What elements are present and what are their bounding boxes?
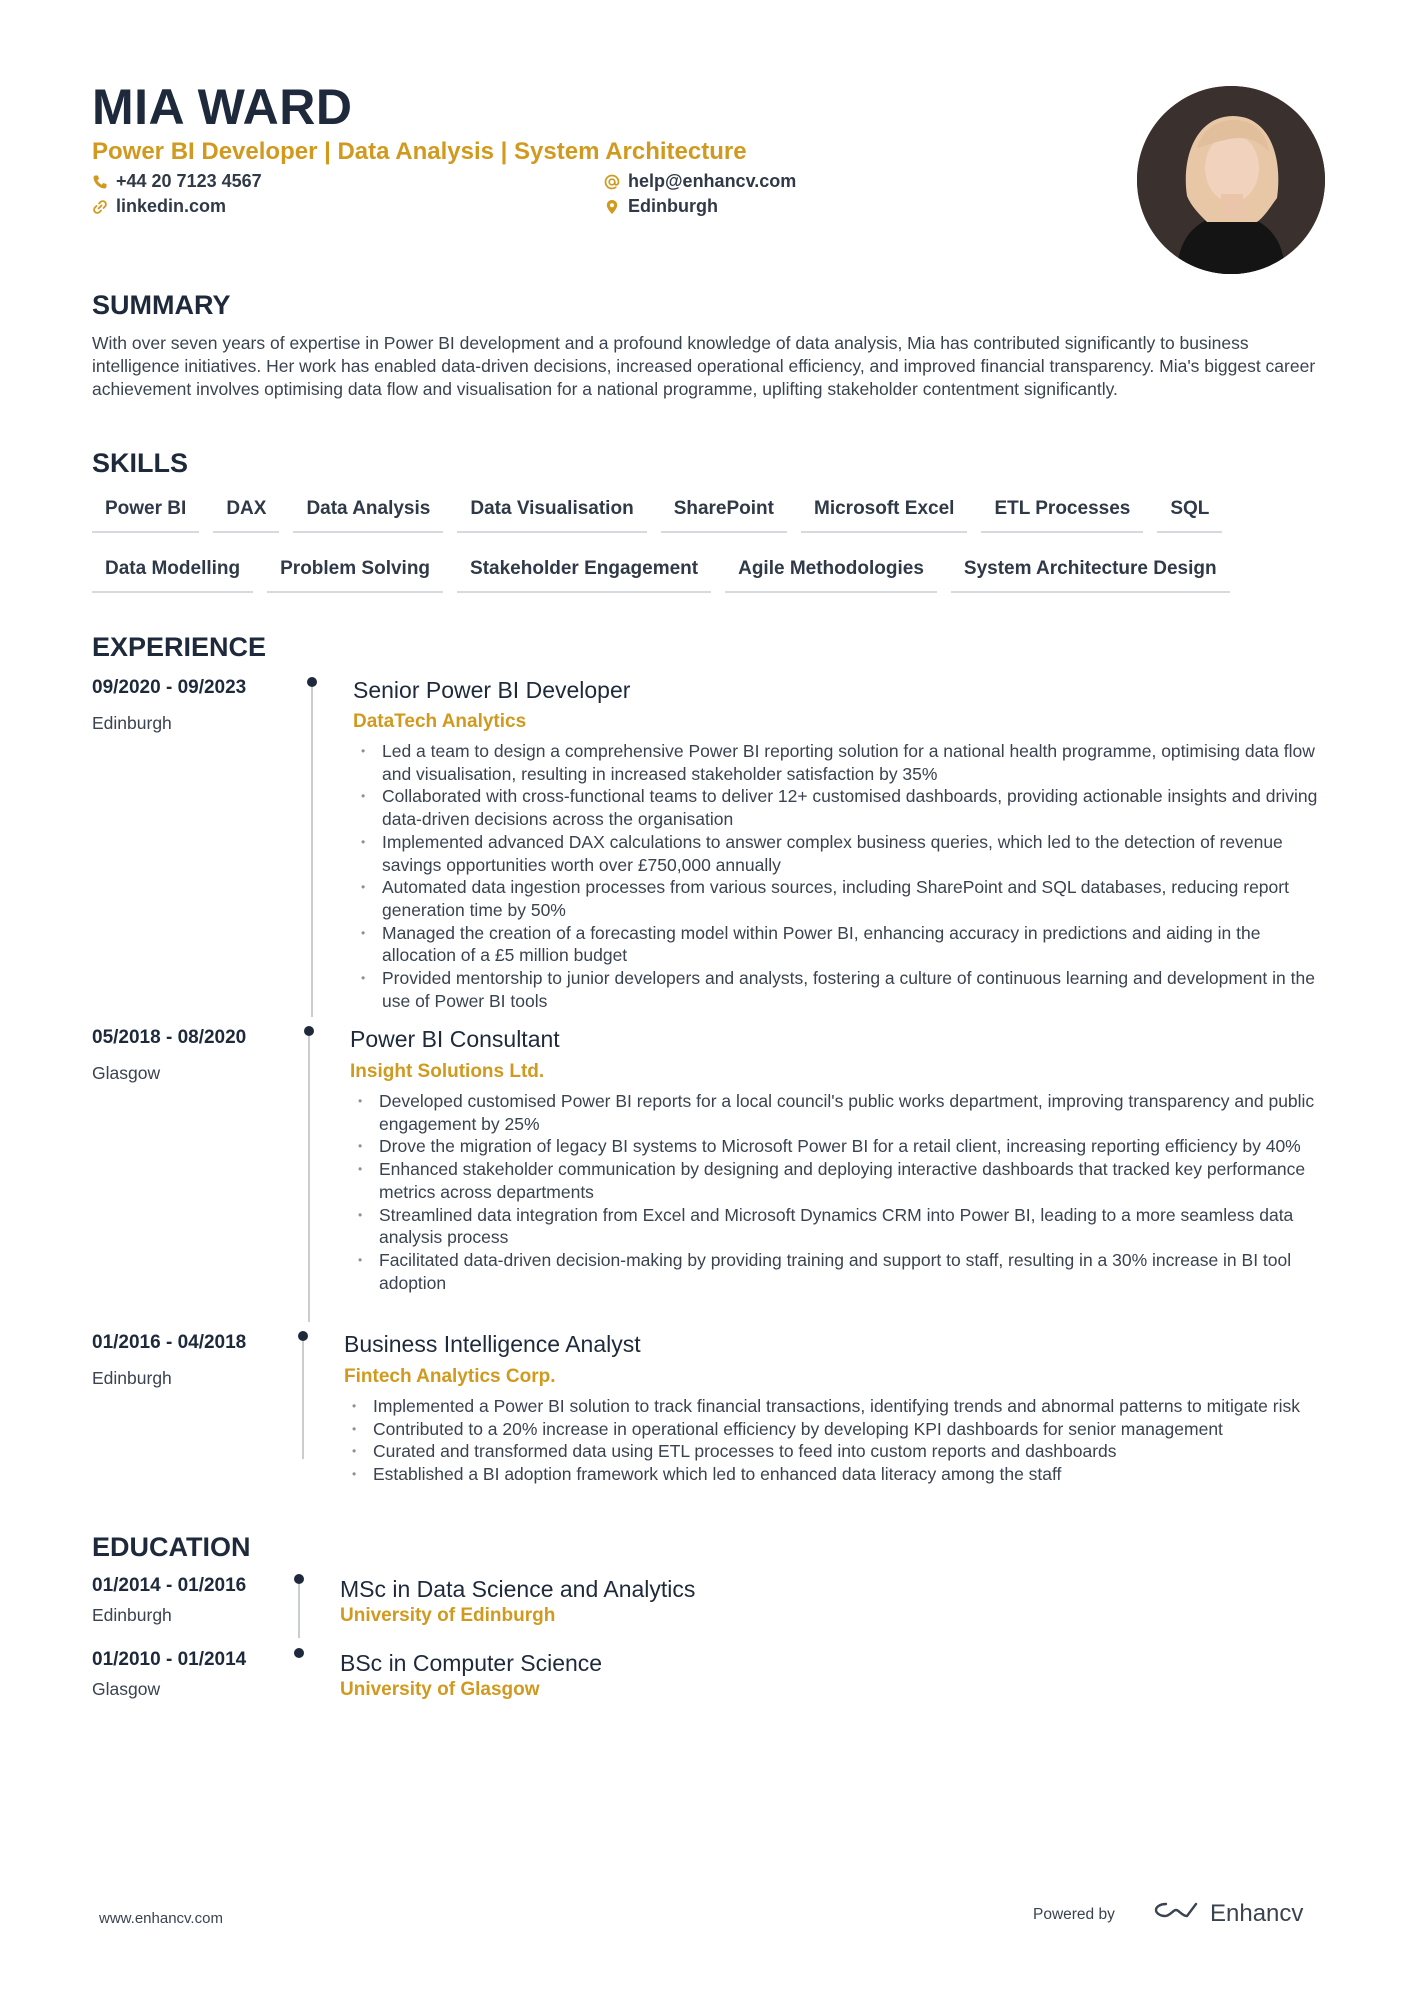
contact-email[interactable] xyxy=(604,171,796,192)
job-company: DataTech Analytics xyxy=(353,711,527,732)
job-dates: 01/2016 - 04/2018 xyxy=(92,1332,247,1353)
job-bullet: • Curated and transformed data using ETL processes to feed into custom reports and dashboards xyxy=(344,1440,1333,1463)
job-role: Power BI Consultant xyxy=(350,1026,560,1052)
edu-degree: BSc in Computer Science xyxy=(340,1650,603,1676)
enhancv-logo-text: Enhancv xyxy=(1210,1899,1304,1927)
timeline-line xyxy=(308,1036,310,1322)
job-bullet: • Contributed to a 20% increase in operational efficiency by developing KPI dashboards for senior management xyxy=(344,1418,1333,1441)
skills-row-1 xyxy=(92,492,1332,533)
location-text: Edinburgh xyxy=(628,196,718,216)
timeline-dot xyxy=(304,1026,314,1036)
profile-photo xyxy=(1137,86,1325,274)
skill-tag: Power BI xyxy=(92,492,199,533)
timeline-dot xyxy=(294,1648,304,1658)
job-company: Fintech Analytics Corp. xyxy=(344,1366,556,1387)
job-dates: 05/2018 - 08/2020 xyxy=(92,1027,247,1048)
edu-school: University of Glasgow xyxy=(340,1679,540,1700)
candidate-title: Power BI Developer | Data Analysis | System Architecture xyxy=(92,138,747,165)
job-bullet: • Automated data ingestion processes from various sources, including SharePoint and SQL databases, reducing report generation time by 50% xyxy=(353,876,1333,921)
job-role: Senior Power BI Developer xyxy=(353,677,631,703)
job-location: Glasgow xyxy=(92,1063,161,1083)
job-company: Insight Solutions Ltd. xyxy=(350,1061,545,1082)
timeline-line xyxy=(302,1341,304,1459)
timeline-dot xyxy=(307,677,317,687)
timeline-line xyxy=(298,1584,300,1638)
education-heading: EDUCATION xyxy=(92,1532,251,1562)
job-bullet: • Facilitated data-driven decision-making by providing training and support to staff, resulting in a 30% increase in BI tool adoption xyxy=(350,1249,1333,1294)
job-bullet: • Provided mentorship to junior developers and analysts, fostering a culture of continuous learning and development in the use of Power BI tools xyxy=(353,967,1333,1012)
job-bullets xyxy=(353,740,1333,1012)
edu-location: Edinburgh xyxy=(92,1605,172,1625)
skill-tag: Microsoft Excel xyxy=(801,492,967,533)
skill-tag: SharePoint xyxy=(661,492,787,533)
job-bullet: • Drove the migration of legacy BI systems to Microsoft Power BI for a retail client, increasing reporting efficiency by 40% xyxy=(350,1135,1333,1158)
job-role: Business Intelligence Analyst xyxy=(344,1331,641,1357)
timeline-dot xyxy=(298,1331,308,1341)
job-bullet: • Led a team to design a comprehensive Power BI reporting solution for a national health programme, optimising data flow and visualisation, resulting in increased stakeholder satisfaction by 35% xyxy=(353,740,1333,785)
candidate-name: MIA WARD xyxy=(92,79,353,135)
footer-url[interactable]: www.enhancv.com xyxy=(99,1910,223,1927)
job-location: Edinburgh xyxy=(92,1368,172,1388)
job-bullet: • Collaborated with cross-functional teams to deliver 12+ customised dashboards, providing actionable insights and driving data-driven decisions across the organisation xyxy=(353,785,1333,830)
skills-heading: SKILLS xyxy=(92,448,189,478)
job-bullet: • Implemented a Power BI solution to track financial transactions, identifying trends and abnormal patterns to mitigate risk xyxy=(344,1395,1333,1418)
contact-location xyxy=(604,196,718,217)
skill-tag: Data Modelling xyxy=(92,552,253,593)
timeline-dot xyxy=(294,1574,304,1584)
job-location: Edinburgh xyxy=(92,713,172,733)
job-bullet: • Enhanced stakeholder communication by designing and deploying interactive dashboards that tracked key performance metrics across departments xyxy=(350,1158,1333,1203)
skill-tag: ETL Processes xyxy=(981,492,1143,533)
job-bullet: • Managed the creation of a forecasting model within Power BI, enhancing accuracy in predictions and aiding in the allocation of a £5 million budget xyxy=(353,922,1333,967)
summary-heading: SUMMARY xyxy=(92,290,231,320)
edu-school: University of Edinburgh xyxy=(340,1605,556,1626)
edu-location: Glasgow xyxy=(92,1679,161,1699)
phone-text: +44 20 7123 4567 xyxy=(116,171,262,191)
email-text[interactable]: help@enhancv.com xyxy=(628,171,797,191)
location-pin-icon xyxy=(604,199,620,215)
skill-tag: System Architecture Design xyxy=(951,552,1230,593)
linkedin-text[interactable]: linkedin.com xyxy=(116,196,227,216)
skill-tag: SQL xyxy=(1157,492,1222,533)
timeline-line xyxy=(311,687,313,1017)
enhancv-logo-icon xyxy=(1152,1898,1200,1929)
skill-tag: Problem Solving xyxy=(267,552,443,593)
skill-tag: Stakeholder Engagement xyxy=(457,552,711,593)
link-icon xyxy=(92,199,108,215)
at-icon xyxy=(604,174,620,190)
job-bullet: • Implemented advanced DAX calculations to answer complex business queries, which led to the detection of revenue savings opportunities worth over £750,000 annually xyxy=(353,831,1333,876)
contact-phone xyxy=(92,171,262,192)
contact-linkedin[interactable] xyxy=(92,196,226,217)
edu-degree: MSc in Data Science and Analytics xyxy=(340,1576,696,1602)
job-bullets xyxy=(344,1395,1333,1486)
job-bullet: • Streamlined data integration from Excel and Microsoft Dynamics CRM into Power BI, leading to a more seamless data analysis process xyxy=(350,1204,1333,1249)
summary-text: With over seven years of expertise in Power BI development and a profound knowledge of data analysis, Mia has contributed significantly to business intelligence initiatives. Her work has enabled data-driven decisions, increased operational efficiency, and improved financial transparency. Mia's biggest career achievement involves optimising data flow and visualisation for a national programme, uplifting stakeholder contentment significantly. xyxy=(92,333,1316,399)
job-bullets xyxy=(350,1090,1333,1294)
experience-heading: EXPERIENCE xyxy=(92,632,267,662)
phone-icon xyxy=(92,174,108,190)
powered-by-label: Powered by xyxy=(1033,1906,1115,1923)
edu-dates: 01/2010 - 01/2014 xyxy=(92,1649,247,1670)
job-dates: 09/2020 - 09/2023 xyxy=(92,677,247,698)
edu-dates: 01/2014 - 01/2016 xyxy=(92,1575,247,1596)
skill-tag: Data Analysis xyxy=(293,492,443,533)
skill-tag: Data Visualisation xyxy=(457,492,646,533)
enhancv-logo[interactable] xyxy=(1152,1898,1303,1929)
job-bullet: • Established a BI adoption framework which led to enhanced data literacy among the staff xyxy=(344,1463,1333,1486)
skills-row-2 xyxy=(92,552,1332,593)
job-bullet: • Developed customised Power BI reports for a local council's public works department, improving transparency and public engagement by 25% xyxy=(350,1090,1333,1135)
skill-tag: DAX xyxy=(213,492,279,533)
skill-tag: Agile Methodologies xyxy=(725,552,937,593)
